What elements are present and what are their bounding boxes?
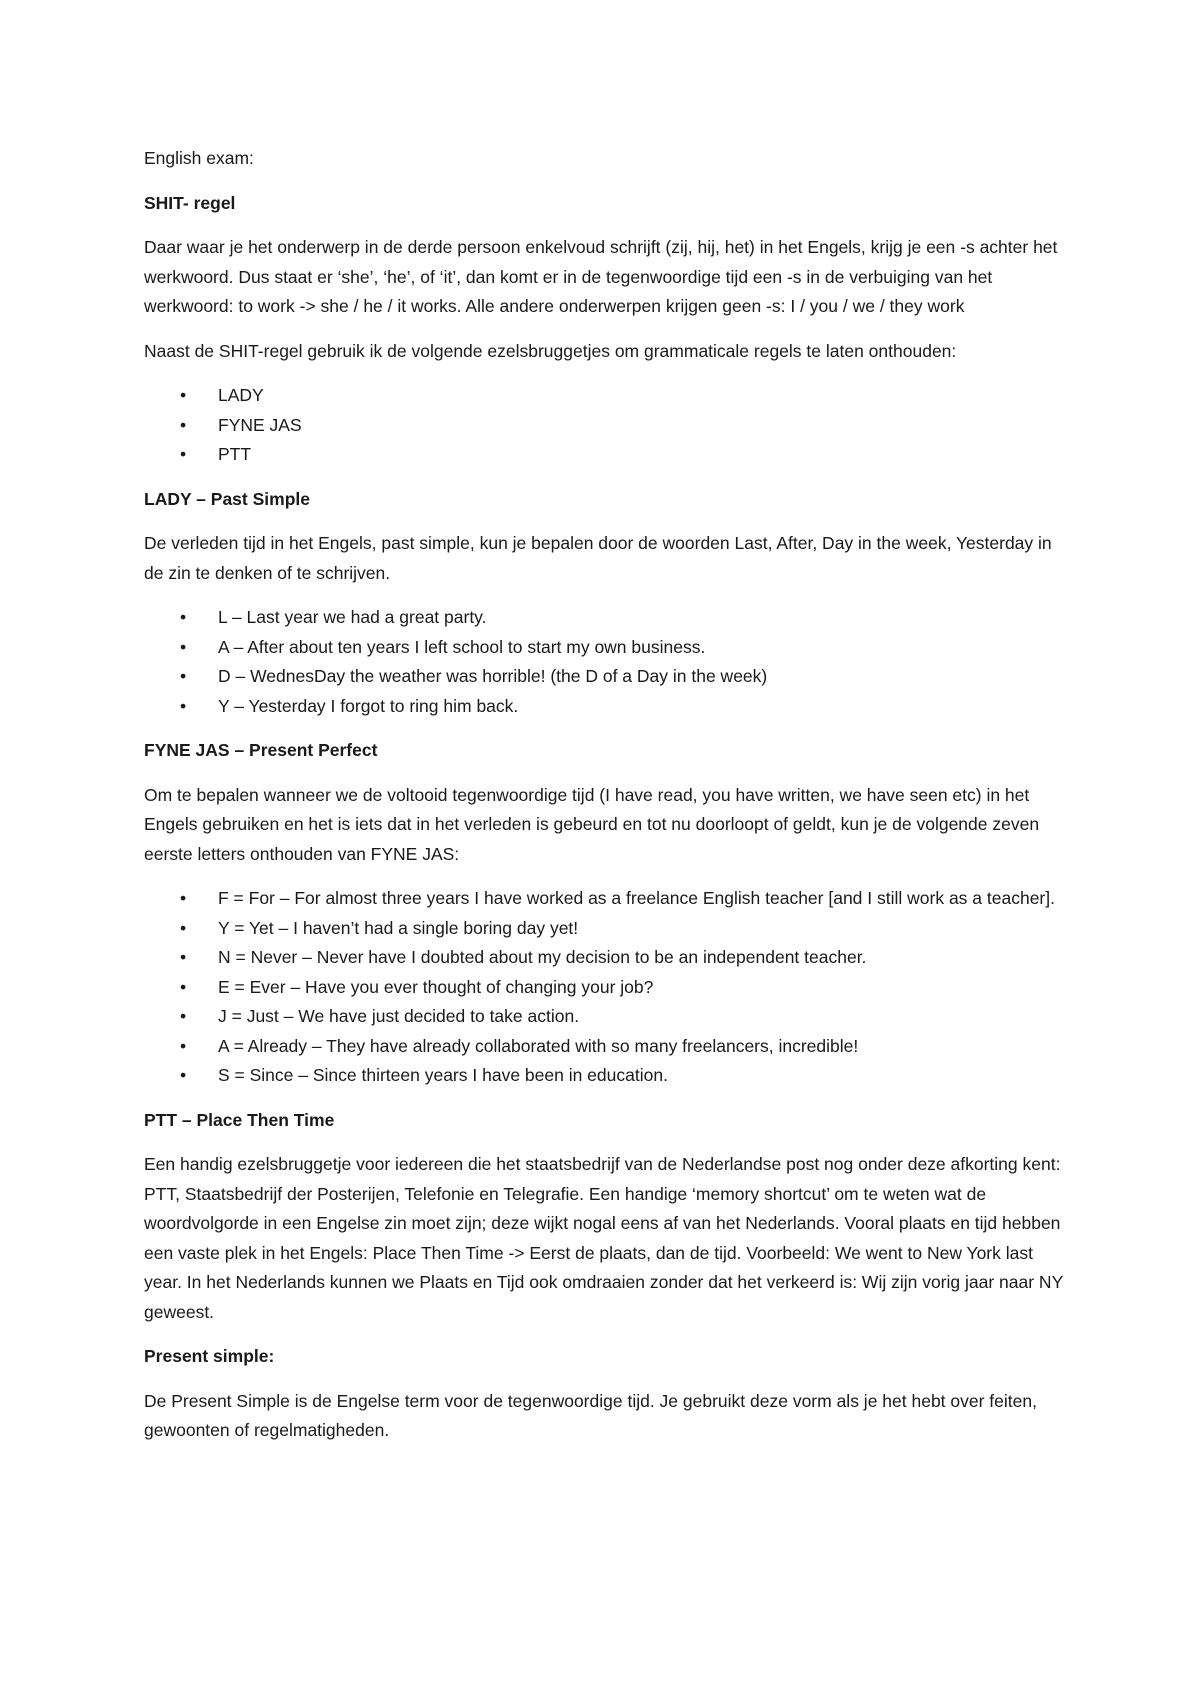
paragraph-ptt: Een handig ezelsbruggetje voor iedereen die het staatsbedrijf van de Nederlandse post nog onder deze afkorting kent: PTT, Staatsbedrijf der Posterijen, Telefonie en Telegrafie. Een handige ‘memory shortcut’ om te weten wat de woordvolgorde in een Engelse zin moet zijn; deze wijkt nogal eens af van het Nederlands. Vooral plaats en tijd hebben een vaste plek in het Engels: Place Then Time -> Eerst de plaats, dan de tijd. Voorbeeld: We went to New York last year. In het Nederlands kunnen we Plaats en Tijd ook omdraaien zonder dat het verkeerd is: Wij zijn vorig jaar naar NY geweest. [144,1154,1063,1322]
paragraph-present-simple: De Present Simple is de Engelse term voor de tegenwoordige tijd. Je gebruikt deze vorm als je het hebt over feiten, gewoonten of regelmatigheden. [144,1390,1037,1440]
list-item: • FYNE JAS [144,411,1064,441]
heading-ptt: PTT – Place Then Time [144,1109,335,1130]
list-item: • F = For – For almost three years I have worked as a freelance English teacher [and I still work as a teacher]. [144,884,1064,914]
list-item: • Y – Yesterday I forgot to ring him back. [144,692,1064,722]
list-item: • E = Ever – Have you ever thought of changing your job? [144,973,1064,1003]
intro-line: English exam: [144,148,254,168]
bullet-icon: • [180,444,187,464]
heading-lady: LADY – Past Simple [144,488,310,509]
paragraph-fyne-jas: Om te bepalen wanneer we de voltooid tegenwoordige tijd (I have read, you have written, we have seen etc) in het Engels gebruiken en het is iets dat in het verleden is gebeurd en tot nu doorloopt of geldt, kun je de volgende zeven eerste letters onthouden van FYNE JAS: [144,784,1040,864]
paragraph-mnemonics: Naast de SHIT-regel gebruik ik de volgende ezelsbruggetjes om grammaticale regels te laten onthouden: [144,340,957,361]
list-item: • A = Already – They have already collaborated with so many freelancers, incredible! [144,1032,1064,1062]
list-item: • LADY [144,381,1064,411]
bullet-icon: • [180,976,187,997]
list-item: • L – Last year we had a great party. [144,603,1064,633]
bullet-icon: • [180,1006,187,1026]
list-item: • J = Just – We have just decided to take action. [144,1002,1064,1032]
list-item: • PTT [144,440,1064,470]
document-body [144,144,1064,1461]
list-item: • S = Since – Since thirteen years I have been in education. [144,1061,1064,1091]
bullet-icon: • [180,607,187,627]
bullet-icon: • [180,666,187,686]
bullet-icon: • [180,1035,187,1056]
list-item: • Y = Yet – I haven’t had a single boring day yet! [144,914,1064,944]
bullet-icon: • [180,1065,187,1085]
list-item: • N = Never – Never have I doubted about my decision to be an independent teacher. [144,943,1064,973]
paragraph-shit-regel: Daar waar je het onderwerp in de derde persoon enkelvoud schrijft (zij, hij, het) in het Engels, krijg je een -s achter het werkwoord. Dus staat er ‘she’, ‘he’, of ‘it’, dan komt er in de tegenwoordige tijd een -s in de verbuiging van het werkwoord: to work -> she / he / it works. Alle andere onderwerpen krijgen geen -s: I / you / we / they work [144,237,1058,316]
bullet-icon: • [180,917,187,938]
bullet-icon: • [180,414,187,435]
bullet-icon: • [180,385,187,405]
list-fyne-jas [144,884,1064,1091]
bullet-icon: • [180,888,187,908]
heading-shit-regel: SHIT- regel [144,192,236,213]
list-item: • A – After about ten years I left school to start my own business. [144,633,1064,663]
heading-fyne-jas: FYNE JAS – Present Perfect [144,740,378,760]
heading-present-simple: Present simple: [144,1346,275,1366]
bullet-icon: • [180,695,187,716]
list-item: • D – WednesDay the weather was horrible! (the D of a Day in the week) [144,662,1064,692]
list-lady [144,603,1064,721]
bullet-icon: • [180,947,187,967]
bullet-icon: • [180,636,187,657]
list-mnemonics [144,381,1064,470]
paragraph-lady: De verleden tijd in het Engels, past simple, kun je bepalen door de woorden Last, After, Day in the week, Yesterday in de zin te denken of te schrijven. [144,533,1052,583]
